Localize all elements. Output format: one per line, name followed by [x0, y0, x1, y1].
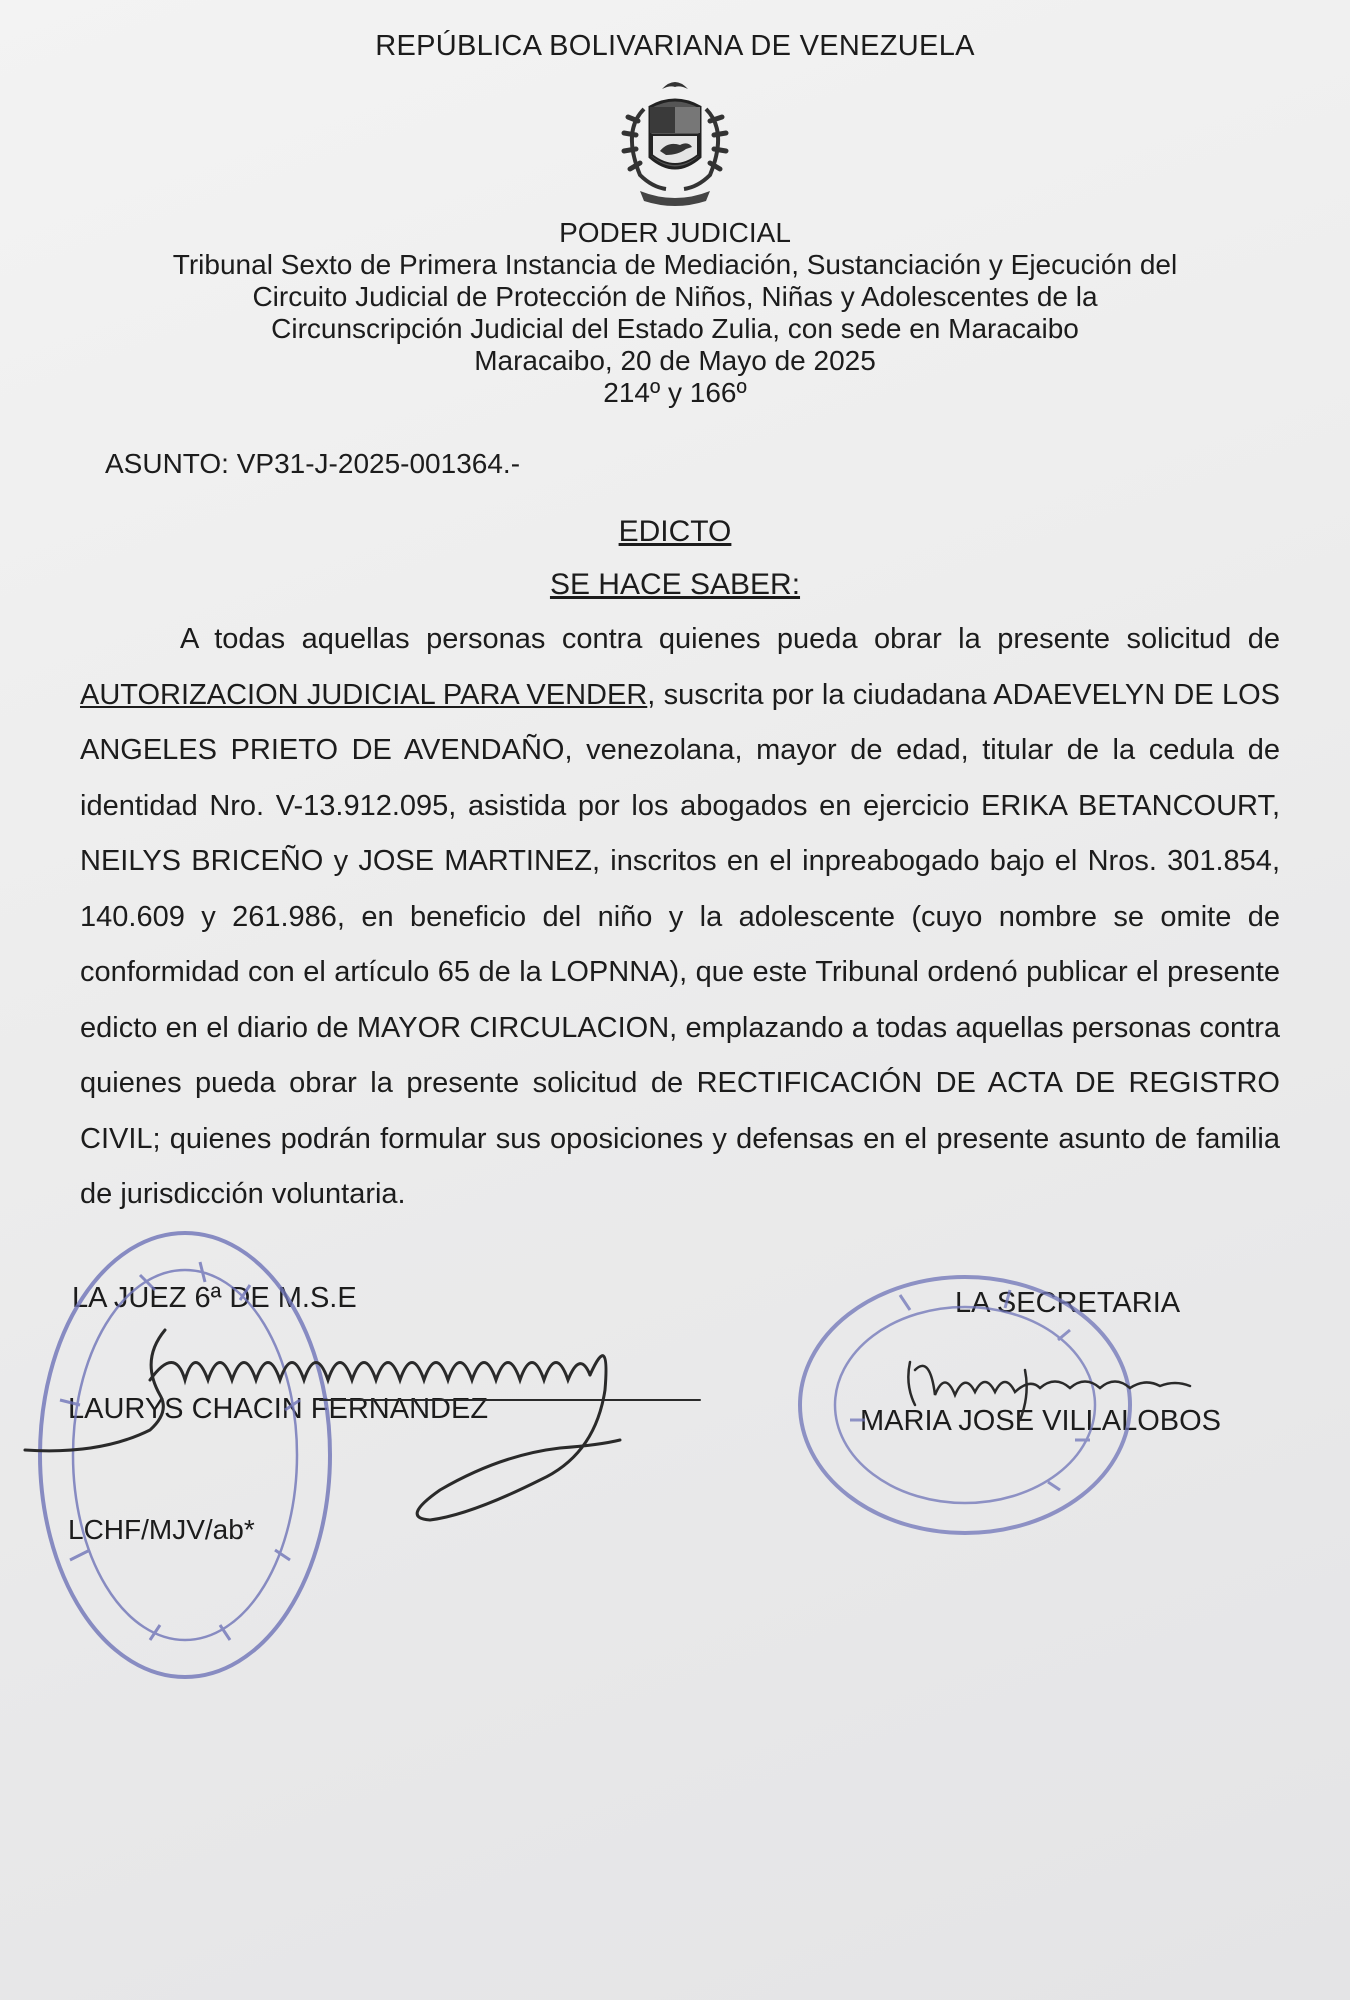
- judge-name: LAURYS CHACIN FERNANDEZ: [68, 1393, 489, 1425]
- edict-title: EDICTO: [618, 515, 732, 548]
- case-number: ASUNTO: VP31-J-2025-001364.-: [105, 448, 521, 479]
- country-name: REPÚBLICA BOLIVARIANA DE VENEZUELA: [375, 30, 975, 62]
- institution-name: PODER JUDICIAL: [559, 217, 791, 248]
- court-line-1: Tribunal Sexto de Primera Instancia de Mediación, Sustanciación y Ejecución del: [172, 249, 1178, 280]
- body-text-part-2: , suscrita por la ciudadana ADAEVELYN DE LOS ANGELES PRIETO DE AVENDAÑO, venezolana, mayor de edad, titular de la cedula de identidad Nro. V-13.912.095, asistida por los abogados en ejercicio ERIKA BETANCOURT, NEILYS BRICEÑO y JOSE MARTINEZ, inscritos en el inpreabogado bajo el Nros. 301.854, 140.609 y 261.986, en beneficio del niño y la adolescente (cuyo nombre se omite de conformidad con el artículo 65 de la LOPNNA), que este Tribunal ordenó publicar el presente edicto en el diario de MAYOR CIRCULACION, emplazando a todas aquellas personas contra quienes pueda obrar la presente solicitud de RECTIFICACIÓN DE ACTA DE REGISTRO CIVIL; quienes podrán formular sus oposiciones y defensas en el presente asunto de familia de jurisdicción voluntaria.: [80, 678, 1280, 1210]
- judge-title: LA JUEZ 6ª DE M.S.E: [72, 1282, 357, 1314]
- court-line-2: Circuito Judicial de Protección de Niños, Niñas y Adolescentes de la: [252, 281, 1098, 312]
- venezuela-coat-of-arms-icon: [600, 71, 750, 211]
- document-header: [0, 30, 1350, 409]
- secretary-title: LA SECRETARIA: [955, 1287, 1181, 1319]
- place-date: Maracaibo, 20 de Mayo de 2025: [474, 345, 876, 376]
- body-text-part-1: A todas aquellas personas contra quienes pueda obrar la presente solicitud de: [180, 623, 1280, 655]
- reference-initials: LCHF/MJV/ab*: [68, 1514, 255, 1545]
- secretary-name: MARIA JOSE VILLALOBOS: [860, 1405, 1222, 1437]
- request-type: AUTORIZACION JUDICIAL PARA VENDER: [80, 678, 648, 711]
- edict-body: [80, 612, 1280, 1223]
- court-line-3: Circunscripción Judicial del Estado Zulia, con sede en Maracaibo: [271, 313, 1079, 344]
- years-line: 214º y 166º: [603, 377, 747, 408]
- notice-heading: SE HACE SABER:: [549, 568, 801, 601]
